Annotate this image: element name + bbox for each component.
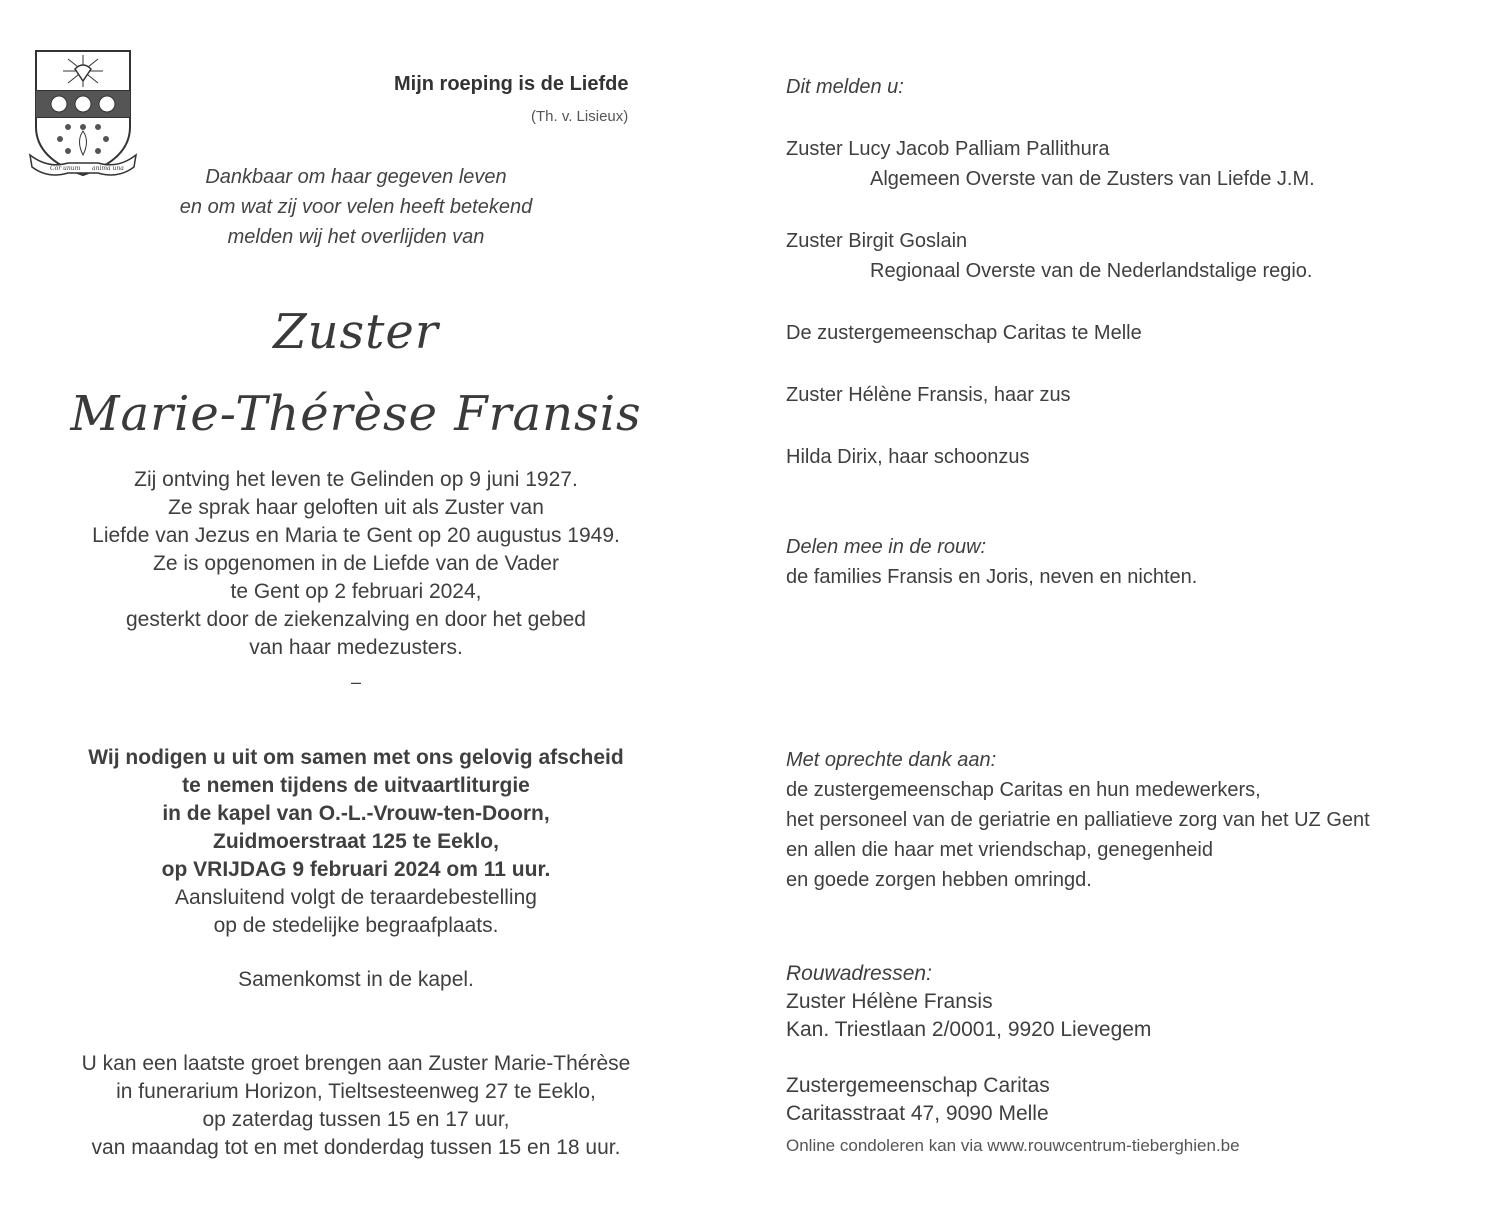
thanks-section: Met oprechte dank aan: de zustergemeenschap Caritas en hun medewerkers, het personeel van de geriatrie en palliatieve zorg van het UZ Gent en allen die haar met vriendschap, genegenheid en goede zorgen hebben omringd. bbox=[786, 749, 1370, 891]
name-title: Zuster bbox=[273, 304, 439, 360]
biography: Zij ontving het leven te Gelinden op 9 juni 1927. Ze sprak haar geloften uit als Zuster van Liefde van Jezus en Maria te Gent op 20 augustus 1949. Ze is opgenomen in de Liefde van de Vader te Gent op 2 februari 2024, gesterkt door de ziekenzalving en door het gebed van haar medezusters. bbox=[92, 468, 620, 659]
person-name: Zuster Birgit Goslain bbox=[786, 230, 968, 252]
funeral-invitation: Wij nodigen u uit om samen met ons gelovig afscheid te nemen tijdens de uitvaartliturgie in de kapel van O.-L.-Vrouw-ten-Doorn, Zuidmoerstraat 125 te Eeklo, op VRIJDAG 9 februari 2024 om 11 uur. Aansluitend volgt de teraardebestelling op de stedelijke begraafplaats. bbox=[88, 746, 624, 937]
separator-dash: – bbox=[350, 672, 361, 692]
mourning-section: Delen mee in de rouw: de families Fransis en Joris, neven en nichten. bbox=[786, 536, 1198, 588]
person-name: Zuster Lucy Jacob Palliam Pallithura bbox=[786, 138, 1110, 160]
crest-icon bbox=[28, 47, 140, 179]
visitation-info: U kan een laatste groet brengen aan Zuster Marie-Thérèse in funerarium Horizon, Tieltsesteenweg 27 te Eeklo, op zaterdag tussen 15 en 17 uur, van maandag tot en met donderdag tussen 15 en 18 uur. bbox=[81, 1052, 631, 1159]
person-role: Regionaal Overste van de Nederlandstalige regio. bbox=[870, 260, 1313, 282]
motto: Mijn roeping is de Liefde bbox=[394, 73, 629, 95]
online-condolence: Online condoleren kan via www.rouwcentrum-tieberghien.be bbox=[786, 1136, 1240, 1155]
svg-text:Cor unum: Cor unum bbox=[50, 165, 81, 172]
gathering-note: Samenkomst in de kapel. bbox=[238, 968, 474, 991]
person-role: Algemeen Overste van de Zusters van Liefde J.M. bbox=[870, 168, 1315, 190]
motto-source: (Th. v. Lisieux) bbox=[531, 108, 629, 125]
announce-heading: Dit melden u: bbox=[786, 76, 904, 98]
svg-text:anima una: anima una bbox=[92, 165, 124, 172]
addresses-section: Rouwadressen: Zuster Hélène Fransis Kan. Triestlaan 2/0001, 9920 Lievegem Zustergemeenschap Caritas Caritasstraat 47, 9090 Melle bbox=[786, 962, 1152, 1125]
intro-text: Dankbaar om haar gegeven leven en om wat zij voor velen heeft betekend melden wij het overlijden van bbox=[179, 166, 533, 248]
deceased-name: Marie-Thérèse Fransis bbox=[70, 386, 642, 442]
announcers: Dit melden u: Zuster Lucy Jacob Palliam Pallithura Algemeen Overste van de Zusters van Liefde J.M. Zuster Birgit Goslain Regionaal Overste van de Nederlandstalige regio. De zustergemeenschap Caritas te Melle Zuster Hélène Fransis, haar zus Hilda Dirix, haar schoonzus bbox=[786, 72, 1486, 472]
